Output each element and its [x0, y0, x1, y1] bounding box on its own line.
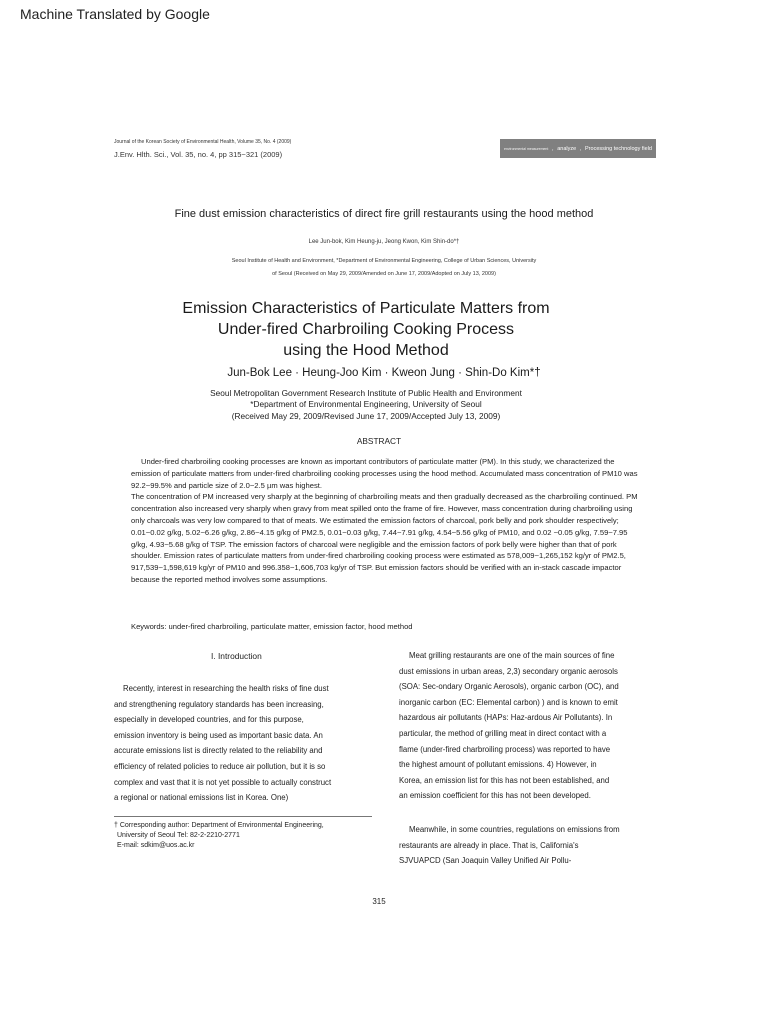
- text-line: flame (under-fired charbroiling process) was reported to have: [399, 744, 611, 754]
- field-tag-separator: ,: [552, 145, 554, 152]
- intro-right-column-p2: [399, 822, 663, 869]
- affiliation-line: Seoul Metropolitan Government Research Institute of Public Health and Environment: [210, 388, 522, 398]
- footnote-line: University of Seoul Tel: 82-2-2210-2771: [117, 832, 240, 840]
- text-line: hazardous air pollutants (HAPs: Haz-ardous Air Pollutants). In: [399, 713, 613, 723]
- text-line: restaurants are already in place. That is, California's: [399, 840, 579, 850]
- section-heading-introduction: I. Introduction: [211, 651, 262, 661]
- text-line: a regional or national emissions list in Korea. One): [114, 793, 289, 803]
- text-line: Meanwhile, in some countries, regulations on emissions from: [409, 825, 620, 834]
- text-line: inorganic carbon (EC: Elemental carbon) ) and is known to emit: [399, 697, 618, 707]
- footnote-line: E-mail: sdkim@uos.ac.kr: [117, 842, 195, 850]
- affiliation-line: *Department of Environmental Engineering, University of Seoul: [250, 399, 482, 410]
- intro-left-column: [114, 681, 376, 806]
- abstract-paragraph: Under-fired charbroiling cooking processes are known as important contributors of particulate matter (PM). In this study, we characterized the emission of particulate matters from under-fired charbroiling cooking processes using the hood method. Accumulated mass concentration of PM10 was 92.2~99.5% and particle size of 2.0~2.5 µm was highest.: [131, 457, 638, 490]
- field-tag-separator: ,: [579, 145, 582, 152]
- text-line: emission inventory is being used as important basic data. An: [114, 730, 323, 740]
- journal-citation: J.Env. Hlth. Sci., Vol. 35, no. 4, pp 315~321 (2009): [114, 150, 283, 159]
- field-tag-2: analyze: [557, 145, 577, 152]
- intro-right-column-p1: [399, 648, 663, 804]
- text-line: and strengthening regulatory standards has been increasing,: [114, 699, 324, 709]
- text-line: the highest amount of pollutant emissions. 4) However, in: [399, 760, 597, 770]
- text-line: particular, the method of grilling meat in direct contact with a: [399, 728, 607, 738]
- page-number: 315: [372, 897, 386, 906]
- title-line: Under-fired Charbroiling Cooking Process: [217, 321, 515, 338]
- title-translated: Fine dust emission characteristics of direct fire grill restaurants using the hood method: [174, 208, 594, 220]
- authors-english: Jun-Bok Lee · Heung-Joo Kim · Kweon Jung · Shin-Do Kim*†: [227, 367, 541, 379]
- footnote-line: † Corresponding author: Department of Environmental Engineering,: [114, 822, 324, 829]
- text-line: accurate emissions list is directly related to the reliability and: [114, 746, 323, 756]
- keywords: Keywords: under-fired charbroiling, particulate matter, emission factor, hood method: [131, 622, 413, 631]
- title-line: using the Hood Method: [283, 342, 449, 359]
- text-line: especially in developed countries, and for this purpose,: [114, 715, 304, 725]
- field-tag-1: environmental measurement: [504, 146, 549, 151]
- journal-header-korean: Journal of the Korean Society of Environmental Health, Volume 35, No. 4 (2009): [114, 139, 292, 145]
- text-line: Korea, an emission list for this has not been established, and: [399, 775, 610, 785]
- text-line: efficiency of related policies to reduce air pollution, but it is so: [114, 761, 326, 771]
- field-tag-box: [500, 139, 656, 158]
- abstract-paragraph: The concentration of PM increased very sharply at the beginning of charbroiling meats and then gradually decreased as the charbroiling continued. PM concentration also increased very sharply when gravy from meat spilled onto the frame of fire. However, mass concentration during charbroiling using only charcoals was very low compared to that of meats. We estimated the emission factors of charcoal, pork belly and pork shoulder respectively; 0.01~0.02 g/kg, 5.02~6.26 g/kg, 2.86~4.15 g/kg of PM2.5, 0.01~0.03 g/kg, 7.44~7.91 g/kg, 4.54~5.56 g/kg of PM10, and 0.02 ~0.05 g/kg, 7.59~7.95 g/kg, 4.93~5.68 g/kg of TSP. The emission factors of charcoal were negligible and the emission factors of pork belly were higher than that of pork shoulder. Emission rates of particulate matters from under-fired charbroiling cooking process were estimated as 578,009~1,265,152 kg/yr of PM2.5, 917,539~1,598,619 kg/yr of PM10 and 996.358~1,606,703 kg/yr of TSP. But emission factors should be verified with an in-stack cascade impactor because the reported method involves some assumptions.: [131, 492, 638, 584]
- corresponding-author-footnote: [114, 821, 374, 852]
- footnote-divider: [114, 816, 372, 817]
- text-line: dust emissions in urban areas, 2,3) secondary organic aerosols: [399, 666, 618, 676]
- machine-translated-banner: Machine Translated by Google: [20, 6, 210, 22]
- affiliation-line: (Received May 29, 2009/Revised June 17, 2009/Accepted July 13, 2009): [231, 410, 501, 421]
- text-line: SJVUAPCD (San Joaquin Valley Unified Air Pollu-: [399, 856, 572, 866]
- abstract-body: [131, 456, 641, 586]
- field-tag-3: Processing technology field: [585, 145, 652, 152]
- title-line: Emission Characteristics of Particulate Matters from: [182, 300, 550, 317]
- authors-translated: Lee Jun-bok, Kim Heung-ju, Jeong Kwon, Kim Shin-do*†: [308, 239, 460, 245]
- affiliation-translated-line2: of Seoul (Received on May 29, 2009/Amended on June 17, 2009/Adopted on July 13, 2009): [272, 271, 496, 277]
- affiliation-english: [0, 388, 732, 422]
- text-line: (SOA: Sec-ondary Organic Aerosols), organic carbon (OC), and: [399, 682, 619, 692]
- text-line: complex and vast that it is not yet possible to actually construct: [114, 777, 332, 787]
- text-line: Meat grilling restaurants are one of the main sources of fine: [409, 651, 615, 660]
- text-line: an emission coefficient for this has not been developed.: [399, 791, 591, 801]
- abstract-heading: ABSTRACT: [356, 436, 402, 446]
- affiliation-translated-line1: Seoul Institute of Health and Environment, *Department of Environmental Engineering, College of Urban Sciences, University: [231, 258, 537, 264]
- text-line: Recently, interest in researching the health risks of fine dust: [123, 684, 329, 693]
- title-english: [0, 298, 732, 361]
